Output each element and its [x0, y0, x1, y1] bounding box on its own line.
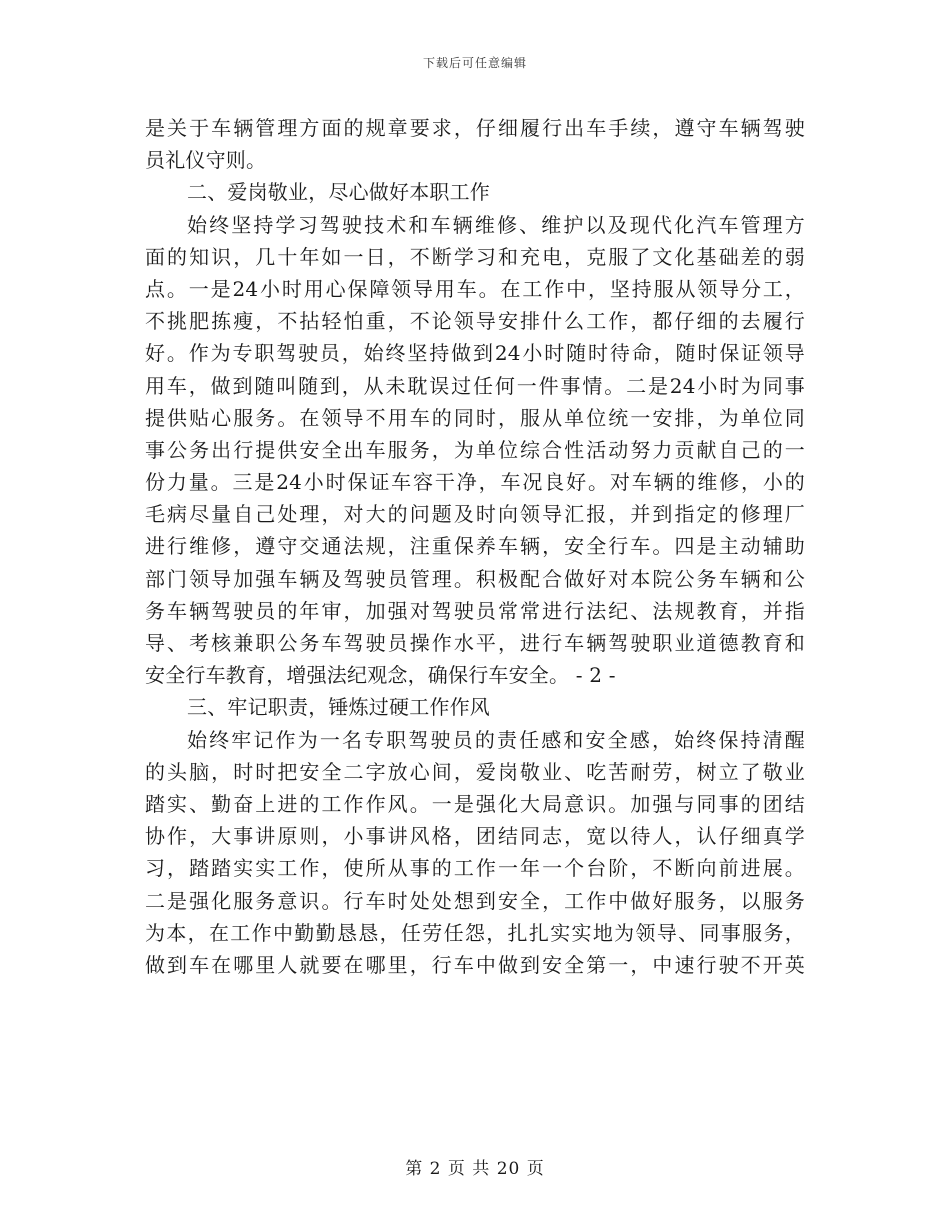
- text-line: 做到车在哪里人就要在哪里，行车中做到安全第一，中速行驶不开英: [145, 952, 805, 977]
- text-line: 习，踏踏实实工作，使所从事的工作一年一个台阶，不断向前进展。: [145, 856, 805, 881]
- text-line: 用车，做到随叫随到，从未耽误过任何一件事情。二是24小时为同事: [145, 373, 805, 398]
- text-line: 面的知识，几十年如一日，不断学习和充电，克服了文化基础差的弱: [145, 244, 805, 269]
- text-line: 安全行车教育，增强法纪观念，确保行车安全。 - 2 -: [145, 663, 616, 688]
- text-line: 务车辆驾驶员的年审，加强对驾驶员常常进行法纪、法规教育，并指: [145, 598, 805, 623]
- text-line: 毛病尽量自己处理，对大的问题及时向领导汇报，并到指定的修理厂: [145, 502, 805, 527]
- page-header: 下载后可任意编辑: [422, 56, 527, 70]
- page-number-footer: 第 2 页 共 20 页: [405, 1159, 545, 1179]
- text-line: 始终坚持学习驾驶技术和车辆维修、维护以及现代化汽车管理方: [187, 212, 805, 237]
- text-line: 点。一是24小时用心保障领导用车。在工作中，坚持服从领导分工，: [145, 276, 805, 301]
- text-line: 员礼仪守则。: [145, 148, 267, 173]
- section-heading: 三、牢记职责，锤炼过硬工作作风: [187, 695, 490, 720]
- text-line: 部门领导加强车辆及驾驶员管理。积极配合做好对本院公务车辆和公: [145, 566, 805, 591]
- text-line: 为本，在工作中勤勤恳恳，任劳任怨，扎扎实实地为领导、同事服务，: [145, 920, 805, 945]
- text-line: 导、考核兼职公务车驾驶员操作水平，进行车辆驾驶职业道德教育和: [145, 631, 805, 655]
- text-line: 的头脑，时时把安全二字放心间，爱岗敬业、吃苦耐劳，树立了敬业: [145, 759, 805, 784]
- text-line: 好。作为专职驾驶员，始终坚持做到24小时随时待命，随时保证领导: [145, 341, 805, 366]
- text-line: 始终牢记作为一名专职驾驶员的责任感和安全感，始终保持清醒: [187, 727, 805, 752]
- text-line: 二是强化服务意识。行车时处处想到安全，工作中做好服务，以服务: [145, 888, 805, 913]
- text-line: 踏实、勤奋上进的工作作风。一是强化大局意识。加强与同事的团结: [145, 791, 805, 816]
- text-line: 进行维修，遵守交通法规，注重保养车辆，安全行车。四是主动辅助: [145, 534, 805, 559]
- text-line: 份力量。三是24小时保证车容干净，车况良好。对车辆的维修，小的: [145, 470, 805, 495]
- text-line: 协作，大事讲原则，小事讲风格，团结同志，宽以待人，认仔细真学: [145, 824, 805, 849]
- text-line: 不挑肥拣瘦，不拈轻怕重，不论领导安排什么工作，都仔细的去履行: [145, 309, 805, 334]
- text-line: 事公务出行提供安全出车服务，为单位综合性活动努力贡献自己的一: [145, 437, 805, 462]
- text-line: 是关于车辆管理方面的规章要求，仔细履行出车手续，遵守车辆驾驶: [145, 116, 805, 140]
- section-heading: 二、爱岗敬业，尽心做好本职工作: [187, 180, 490, 205]
- text-line: 提供贴心服务。在领导不用车的同时，服从单位统一安排，为单位同: [145, 405, 805, 430]
- document-body: [145, 112, 805, 981]
